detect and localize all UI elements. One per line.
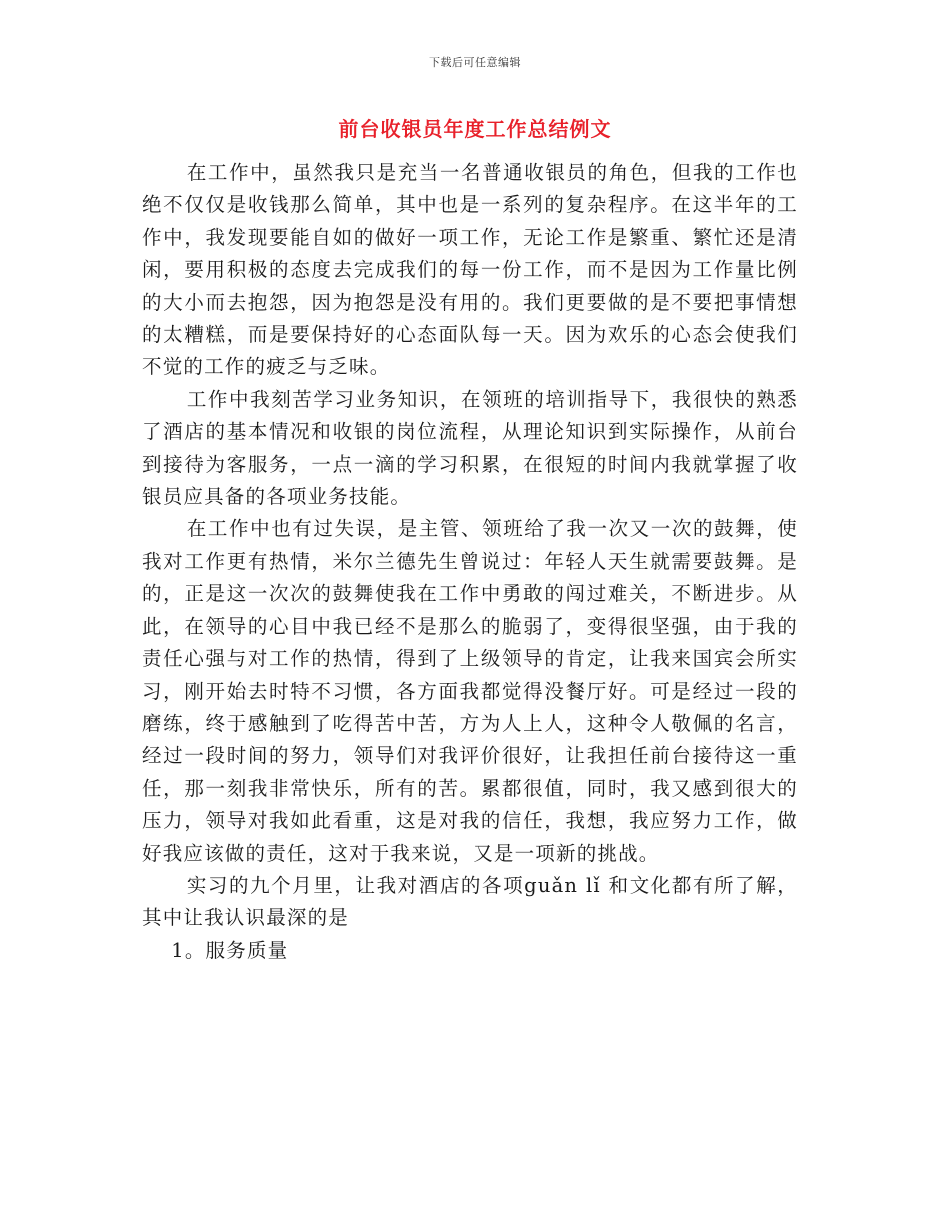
- document-body: [142, 157, 798, 967]
- paragraph-1: 在工作中，虽然我只是充当一名普通收银员的角色，但我的工作也绝不仅仅是收钱那么简单，其中也是一系列的复杂程序。在这半年的工作中，我发现要能自如的做好一项工作，无论工作是繁重、繁忙还是清闲，要用积极的态度去完成我们的每一份工作，而不是因为工作量比例的大小而去抱怨，因为抱怨是没有用的。我们更要做的是不要把事情想的太糟糕，而是要保持好的心态面队每一天。因为欢乐的心态会使我们不觉的工作的疲乏与乏味。: [142, 161, 798, 379]
- paragraph-4: 实习的九个月里，让我对酒店的各项guǎn lǐ 和文化都有所了解，其中让我认识最深的是: [142, 873, 798, 930]
- list-item-service-quality: 1。服务质量: [171, 938, 289, 962]
- paragraph-2: 工作中我刻苦学习业务知识，在领班的培训指导下，我很快的熟悉了酒店的基本情况和收银的岗位流程，从理论知识到实际操作，从前台到接待为客服务，一点一滴的学习积累，在很短的时间内我就掌握了收银员应具备的各项业务技能。: [142, 387, 798, 509]
- document-title: 前台收银员年度工作总结例文: [338, 117, 612, 141]
- paragraph-3: 在工作中也有过失误，是主管、领班给了我一次又一次的鼓舞，使我对工作更有热情，米尔兰德先生曾说过：年轻人天生就需要鼓舞。是的，正是这一次次的鼓舞使我在工作中勇敢的闯过难关，不断进步。从此，在领导的心目中我已经不是那么的脆弱了，变得很坚强，由于我的责任心强与对工作的热情，得到了上级领导的肯定，让我来国宾会所实习，刚开始去时特不习惯，各方面我都觉得没餐厅好。可是经过一段的磨练，终于感触到了吃得苦中苦，方为人上人，这种令人敬佩的名言，经过一段时间的努力，领导们对我评价很好，让我担任前台接待这一重任，那一刻我非常快乐，所有的苦。累都很值，同时，我又感到很大的压力，领导对我如此看重，这是对我的信任，我想，我应努力工作，做好我应该做的责任，这对于我来说，又是一项新的挑战。: [142, 517, 798, 865]
- header-note: 下载后可任意编辑: [429, 56, 521, 69]
